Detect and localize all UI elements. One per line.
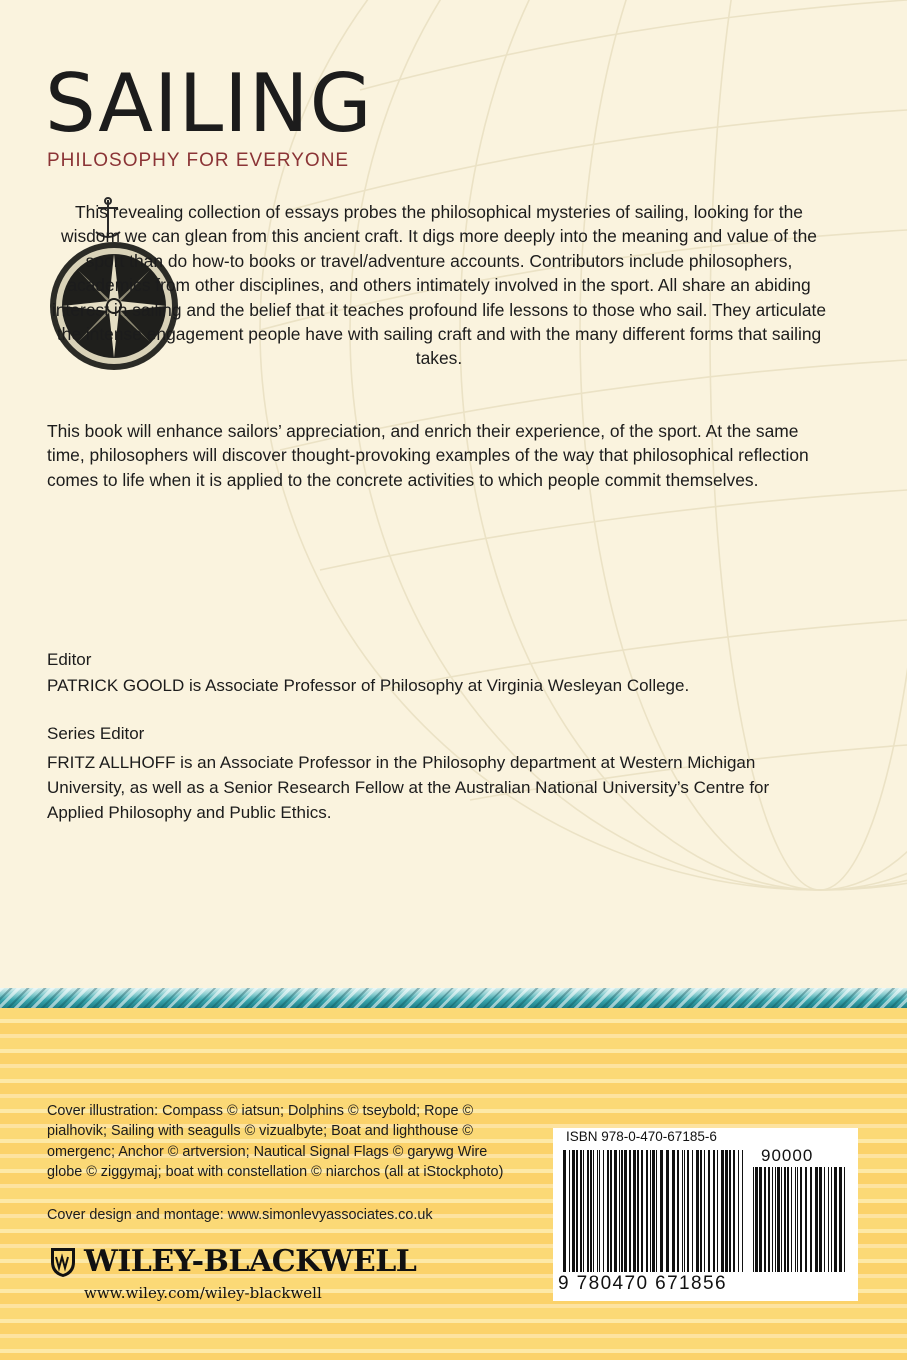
cover-illustration-credits: Cover illustration: Compass © iatsun; Dolphins © tseybold; Rope © pialhovik; Sailing with seagulls © vizualbyte; Boat and lighthouse © omergenc; Anchor © artversion; Nautical Signal Flags © garywg Wire globe © ziggymaj; boat with constellation © niarchos (all at iStockphoto)	[47, 1103, 504, 1180]
price-barcode-icon	[753, 1167, 845, 1272]
barcode-digits: 9 780470 671856	[558, 1273, 727, 1294]
editor-bio: PATRICK GOOLD is Associate Professor of Philosophy at Virginia Wesleyan College.	[47, 676, 690, 695]
publisher-url: www.wiley.com/wiley-blackwell	[84, 1284, 322, 1302]
cover-design-credit: Cover design and montage: www.simonlevyassociates.co.uk	[47, 1207, 433, 1223]
wiley-jw-logo-icon	[47, 1246, 79, 1278]
series-title: PHILOSOPHY FOR EVERYONE	[47, 150, 350, 171]
editor-label: Editor	[47, 650, 92, 669]
series-editor-bio: FRITZ ALLHOFF is an Associate Professor in the Philosophy department at Western Michigan University, as well as a Senior Research Fellow at the Australian National University’s Centre for Applied Philosophy and Public Ethics.	[47, 753, 770, 823]
series-editor-label: Series Editor	[47, 724, 145, 743]
publisher-name: WILEY-BLACKWELL	[84, 1244, 417, 1279]
isbn-text: ISBN 978-0-470-67185-6	[566, 1129, 717, 1144]
book-title: SAILING	[45, 57, 373, 150]
description-paragraph-1: This revealing collection of essays probes the philosophical mysteries of sailing, looking for the wisdom we can glean from this ancient craft. It digs more deeply into the meaning and value of the sport than do how-to books or travel/adventure accounts. Contributors include philosophers, academics from other disciplines, and others intimately involved in the sport. All share an abiding interest in sailing and the belief that it teaches profound life lessons to those who sail. They articulate the intense engagement people have with sailing craft and with the many different forms that sailing takes.	[51, 202, 827, 369]
price-addon-number: 90000	[761, 1146, 814, 1165]
barcode-panel	[553, 1128, 858, 1301]
rope-border	[0, 988, 907, 1008]
isbn-barcode-icon	[563, 1150, 743, 1272]
description-paragraph-2: This book will enhance sailors’ appreciation, and enrich their experience, of the sport. At the same time, philosophers will discover thought-provoking examples of the way that philosophical reflection comes to life when it is applied to the concrete activities to which people commit themselves.	[47, 421, 809, 490]
